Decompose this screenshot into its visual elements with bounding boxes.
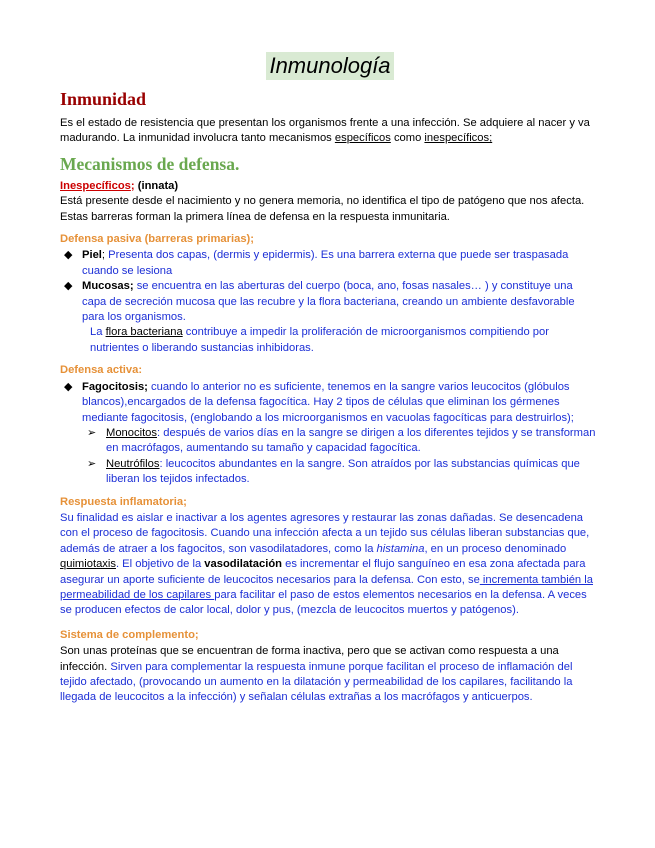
inflamatoria-t5: es incrementar el flujo sanguíneo en esa zona afectada para asegurar un aporte suficiente de leucocitos necesarios para la defensa. Con esto, se bbox=[60, 558, 586, 586]
fagocitos-sublist bbox=[60, 426, 600, 488]
histamina-text: histamina bbox=[376, 542, 425, 555]
heading-defensa-activa: Defensa activa: bbox=[60, 364, 143, 377]
paragraph-inmunidad bbox=[60, 116, 600, 147]
inflamatoria-t2: Cuando una infección afecta a un tejido sus células liberan substancias que, además de atraer a los fagocitos, son vasodilatadores, como la bbox=[60, 527, 590, 555]
arrow-bullet-icon: ➢ bbox=[87, 457, 97, 470]
diamond-bullet-icon: ◆ bbox=[64, 380, 73, 393]
como-text: como bbox=[390, 132, 425, 145]
fagocitosis-label: Fagocitosis; bbox=[82, 380, 148, 393]
link-inespecificos: inespecíficos; bbox=[424, 132, 493, 145]
heading-respuesta-inflamatoria: Respuesta inflamatoria; bbox=[60, 495, 187, 508]
pasiva-list bbox=[60, 248, 600, 325]
quimiotaxis-link: quimiotaxis bbox=[60, 558, 116, 571]
heading-defensa-pasiva: Defensa pasiva (barreras primarias); bbox=[60, 233, 255, 246]
list-item-monocitos bbox=[82, 426, 600, 457]
diamond-bullet-icon: ◆ bbox=[64, 249, 73, 262]
vasodilatacion-text: vasodilatación bbox=[204, 558, 282, 571]
inflamatoria-t4: . El objetivo de la bbox=[115, 558, 205, 571]
incrementa-text: incrementa también la permeabilidad de los capilares bbox=[60, 573, 593, 601]
monocitos-text: : después de varios días en la sangre se dirigen a los diferentes tejidos y se transforman en macrófagos, aumentando su tamaño y capacidad fagocítica. bbox=[106, 426, 596, 455]
inespecificos-label: Inespecíficos bbox=[60, 179, 131, 192]
flora-text: contribuye a impedir la proliferación de microorganismos compitiendo por nutrientes o liberando sustancias inhibidoras. bbox=[90, 326, 549, 354]
monocitos-label: Monocitos bbox=[106, 426, 157, 439]
fagocitosis-text: cuando lo anterior no es suficiente, tenemos en la sangre varios leucocitos (glóbulos blancos),encargados de la defensa fagocítica. Hay 2 tipos de células que eliminan los gérmenes mediante fagocitosis, (englobando a los microorganismos en vacuolas fagocíticas para destruirlos); bbox=[82, 380, 574, 424]
inmunidad-text: Es el estado de resistencia que presentan los organismos frente a una infección. Se adquiere al nacer y va madurando. La inmunidad involucra tanto mecanismos bbox=[60, 117, 590, 145]
heading-inmunidad: Inmunidad bbox=[60, 89, 147, 109]
heading-sistema-complemento: Sistema de complemento; bbox=[60, 628, 199, 641]
inflamatoria-t1: Su finalidad es aislar e inactivar a los agentes agresores y restaurar las zonas dañadas. Se desencadena con el proceso de fagocitosis. bbox=[60, 511, 584, 540]
list-item-neutrofilos bbox=[82, 457, 600, 488]
activa-list bbox=[60, 380, 600, 426]
complemento-paragraph bbox=[60, 644, 600, 706]
inesp-title bbox=[60, 179, 600, 194]
list-item-fagocitosis bbox=[60, 380, 600, 426]
neutrofilos-label: Neutrófilos bbox=[106, 457, 160, 470]
flora-link: flora bacteriana bbox=[105, 326, 183, 339]
link-especificos: específicos bbox=[334, 132, 391, 145]
piel-label: Piel bbox=[82, 249, 102, 262]
mucosas-text: se encuentra en las aberturas del cuerpo (boca, ano, fosas nasales… ) y constituye una capa de secreción mucosa que las recubre y la flora bacteriana, creando un ambiente desfavorable para los organismos. bbox=[82, 280, 575, 324]
neutrofilos-text: : leucocitos abundantes en la sangre. Son atraídos por las substancias químicas que liberan los tejidos infectados. bbox=[106, 457, 580, 486]
flora-pre: La bbox=[90, 326, 106, 339]
list-item-piel bbox=[60, 248, 600, 279]
inesp-paragraph: Está presente desde el nacimiento y no genera memoria, no identifica el tipo de patógeno que nos afecta. Estas barreras forman la primera línea de defensa en la respuesta inmunitaria. bbox=[60, 195, 585, 223]
arrow-bullet-icon: ➢ bbox=[87, 426, 97, 439]
inflamatoria-t3: , en un proceso denominado bbox=[424, 542, 567, 555]
complemento-t1: Son unas proteínas que se encuentran de forma inactiva, pero que se activan como respuesta a una infección. bbox=[60, 645, 559, 673]
mucosas-label: Mucosas; bbox=[82, 280, 134, 293]
complemento-t2: Sirven para complementar la respuesta inmune porque facilitan el proceso de inflamación del tejido afectado, (provocando un aumento en la dilatación y permeabilidad de los capilares, facilitando la llegada de leucocitos a la infección) y señalan células extrañas a los macrófagos y anticuerpos. bbox=[60, 660, 573, 704]
flora-paragraph bbox=[60, 325, 600, 356]
title-wrap bbox=[60, 52, 600, 80]
inespecificos-semicolon: ; bbox=[130, 179, 135, 192]
inflamatoria-t6: para facilitar el paso de estos elementos necesarios en la defensa. A veces se producen efectos de calor local, dolor y pus, (mezcla de leucocitos muertos y patógenos). bbox=[60, 588, 587, 617]
document-page bbox=[60, 52, 600, 706]
diamond-bullet-icon: ◆ bbox=[64, 280, 73, 293]
list-item-mucosas bbox=[60, 279, 600, 325]
piel-text: Presenta dos capas, (dermis y epidermis). Es una barrera externa que puede ser traspasada cuando se lesiona bbox=[82, 249, 569, 277]
inflamatoria-paragraph bbox=[60, 511, 600, 619]
piel-sep: ; bbox=[101, 249, 109, 262]
page-title: Inmunología bbox=[266, 52, 393, 80]
innata-label: (innata) bbox=[134, 179, 179, 192]
heading-mecanismos: Mecanismos de defensa. bbox=[60, 153, 240, 174]
